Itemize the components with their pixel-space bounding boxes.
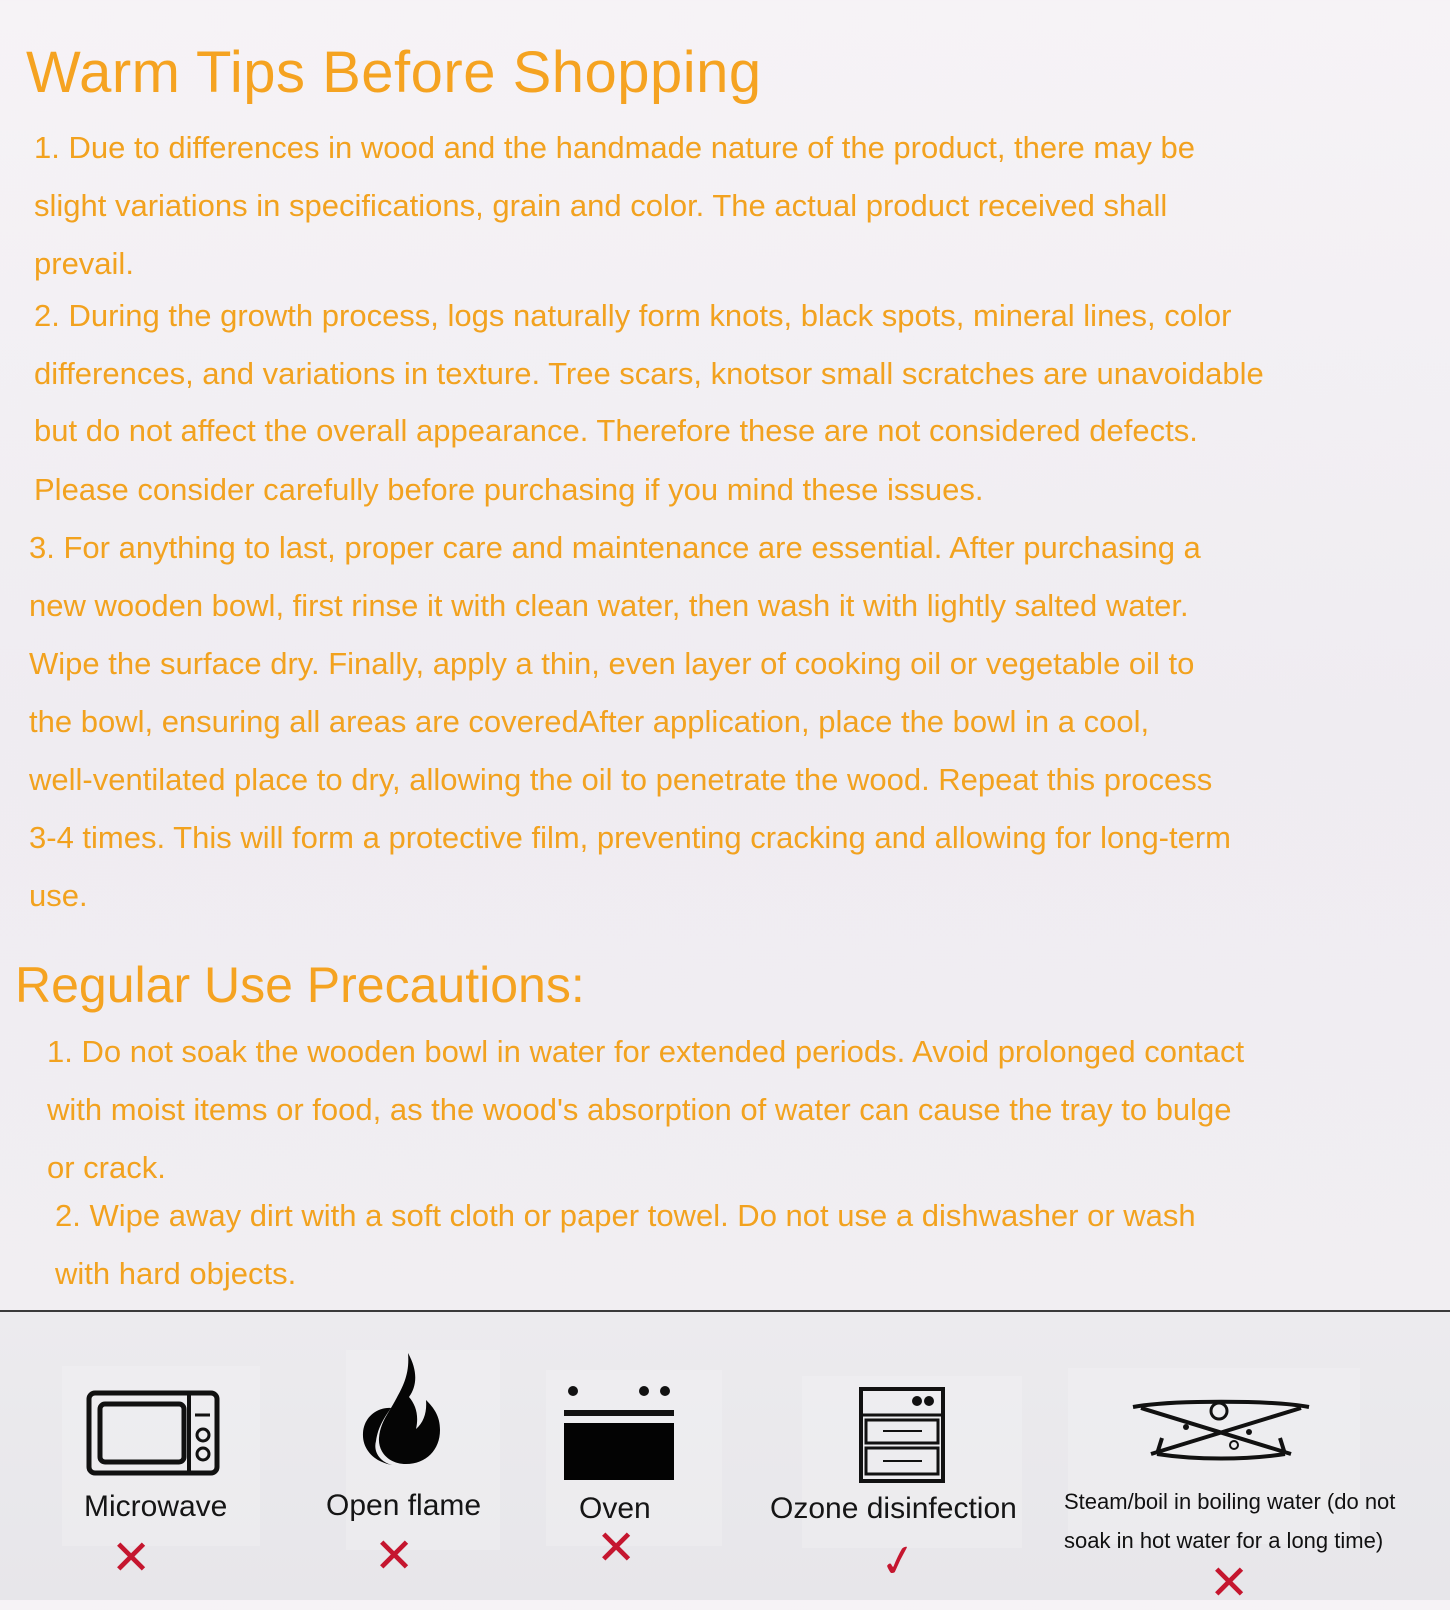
not-allowed-icon: ✕ [374,1530,415,1583]
oven-icon [564,1382,674,1480]
not-allowed-icon: ✕ [111,1532,152,1585]
warm-tip-line: Please consider carefully before purchasing if you mind these issues. [34,472,984,507]
microwave-label: Microwave [84,1490,228,1523]
precaution-line: 1. Do not soak the wooden bowl in water for extended periods. Avoid prolonged contact [47,1034,1245,1069]
not-allowed-icon: ✕ [596,1522,637,1575]
warm-tip-line: the bowl, ensuring all areas are coveredAfter application, place the bowl in a cool, [29,704,1150,739]
warm-tip-line: 2. During the growth process, logs naturally form knots, black spots, mineral lines, color [34,298,1232,333]
warm-tip-line: but do not affect the overall appearance. Therefore these are not considered defects. [34,413,1198,448]
warm-tip-line: Wipe the surface dry. Finally, apply a thin, even layer of cooking oil or vegetable oil to [29,646,1195,681]
precaution-line: with moist items or food, as the wood's absorption of water can cause the tray to bulge [47,1092,1232,1127]
warm-tip-line: well-ventilated place to dry, allowing the oil to penetrate the wood. Repeat this process [29,762,1213,797]
warm-tip-line: 1. Due to differences in wood and the handmade nature of the product, there may be [34,130,1195,165]
warm-tip-line: differences, and variations in texture. Tree scars, knotsor small scratches are unavoidable [34,356,1264,391]
warm-tip-line: use. [29,878,88,913]
boiling-water-label-line: Steam/boil in boiling water (do not [1064,1489,1396,1514]
boiling-water-label-line: soak in hot water for a long time) [1064,1528,1384,1553]
precaution-line: with hard objects. [55,1256,297,1291]
warm-tip-line: new wooden bowl, first rinse it with clean water, then wash it with lightly salted water. [29,588,1189,623]
warm-tip-line: 3. For anything to last, proper care and maintenance are essential. After purchasing a [29,530,1201,565]
precaution-line: or crack. [47,1150,166,1185]
warm-tip-line: slight variations in specifications, grain and color. The actual product received shall [34,188,1168,223]
boiling-water-icon [1126,1390,1316,1458]
flame-icon [360,1350,450,1466]
warm-tip-line: 3-4 times. This will form a protective film, preventing cracking and allowing for long-term [29,820,1232,855]
open-flame-label: Open flame [326,1489,482,1522]
microwave-icon [86,1390,220,1476]
warm-tip-line: prevail. [34,246,134,281]
precaution-line: 2. Wipe away dirt with a soft cloth or paper towel. Do not use a dishwasher or wash [55,1198,1196,1233]
allowed-check-icon: ✓ [875,1534,921,1589]
ozone-disinfection-icon [858,1386,946,1484]
oven-label: Oven [579,1492,651,1525]
page-title: Warm Tips Before Shopping [26,40,762,105]
ozone-disinfection-label: Ozone disinfection [770,1492,1017,1525]
not-allowed-icon: ✕ [1209,1557,1250,1610]
precautions-title: Regular Use Precautions: [15,957,585,1013]
